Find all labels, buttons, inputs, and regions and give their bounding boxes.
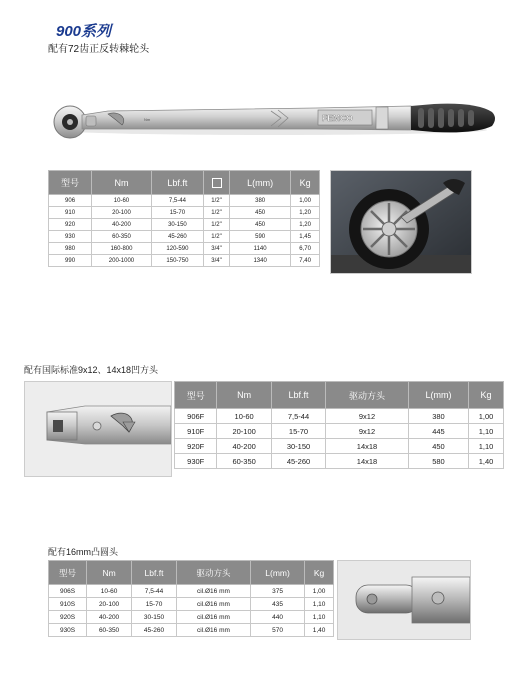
round-head-illustration [338,561,470,639]
spec-table-900 [48,170,320,267]
table-cell: 150-750 [151,255,203,267]
table-cell: 20-100 [92,207,152,219]
table-cell: 30-150 [271,439,325,454]
table-cell: 7,5-44 [271,409,325,424]
column-header: 驱动方头 [326,382,409,409]
table-cell: 445 [408,424,468,439]
table-row [175,424,504,439]
column-header: Nm [87,561,132,585]
table-cell: 910F [175,424,217,439]
table-cell: 910S [49,598,87,611]
table-cell: 10-60 [217,409,271,424]
table-row [49,219,320,231]
table-header-row [49,171,320,195]
table-row [175,454,504,469]
column-header: Kg [291,171,320,195]
table-cell: 570 [251,624,305,637]
table-cell: cil.Ø16 mm [176,585,250,598]
table-cell: 7,40 [291,255,320,267]
table-cell: cil.Ø16 mm [176,598,250,611]
column-header: Lbf.ft [132,561,177,585]
table-row [49,195,320,207]
column-header: L(mm) [251,561,305,585]
table-cell: 906 [49,195,92,207]
table-cell: cil.Ø16 mm [176,611,250,624]
torque-wrench-image [46,96,498,146]
section3-caption: 配有16mm凸圆头 [48,547,119,557]
female-square-head-illustration [25,382,171,476]
column-header: 型号 [49,561,87,585]
column-header: Lbf.ft [151,171,203,195]
table-cell: 1,20 [291,219,320,231]
series-subtitle: 配有72齿正反转棘轮头 [48,44,150,55]
table-cell: 450 [230,207,291,219]
table-cell: 20-100 [217,424,271,439]
table-cell: 10-60 [92,195,152,207]
table-row [175,409,504,424]
table-cell: 920S [49,611,87,624]
table-cell: 1,10 [305,598,334,611]
table-cell: 40-200 [217,439,271,454]
wrench-brand-text: FEMCO [322,113,353,123]
table-cell: 1140 [230,243,291,255]
table-cell: 60-350 [92,231,152,243]
table-cell: 930F [175,454,217,469]
table-row [49,598,334,611]
table-cell: 45-260 [151,231,203,243]
table-cell: 435 [251,598,305,611]
column-header: Nm [92,171,152,195]
table-cell: 920F [175,439,217,454]
table-cell: 1,10 [305,611,334,624]
table-cell: 1,20 [291,207,320,219]
column-header: 型号 [175,382,217,409]
table-cell: 14x18 [326,454,409,469]
table-row [49,611,334,624]
table-row [49,243,320,255]
series-title: 900系列 [56,23,112,40]
column-header: L(mm) [230,171,291,195]
table-cell: 10-60 [87,585,132,598]
table-row [49,624,334,637]
table-cell: 9x12 [326,409,409,424]
column-header: Lbf.ft [271,382,325,409]
table-cell: 1/2" [204,207,230,219]
table-cell: 3/4" [204,243,230,255]
column-header: Kg [305,561,334,585]
table-cell: 1/2" [204,231,230,243]
spec-table-900f [174,381,504,469]
table-cell: 450 [408,439,468,454]
table-cell: 60-350 [87,624,132,637]
table-cell: 1/2" [204,195,230,207]
column-header: Kg [469,382,504,409]
table-row [49,585,334,598]
table-cell: 450 [230,219,291,231]
table-cell: 1,10 [469,439,504,454]
wheel-photo [330,170,472,274]
column-header: 型号 [49,171,92,195]
table-cell: 380 [230,195,291,207]
column-header: 驱动方头 [176,561,250,585]
table-cell: 906S [49,585,87,598]
table-header-row [49,561,334,585]
table-cell: 7,5-44 [151,195,203,207]
table-cell: 14x18 [326,439,409,454]
table-cell: 45-260 [132,624,177,637]
table-cell: 120-590 [151,243,203,255]
table-cell: cil.Ø16 mm [176,624,250,637]
table-cell: 980 [49,243,92,255]
table-cell: 7,5-44 [132,585,177,598]
table-cell: 60-350 [217,454,271,469]
table-row [49,255,320,267]
round-head-photo [337,560,471,640]
table-cell: 1,45 [291,231,320,243]
table-cell: 990 [49,255,92,267]
square-drive-icon [212,178,222,188]
table-cell: 1340 [230,255,291,267]
table-cell: 580 [408,454,468,469]
table-cell: 45-260 [271,454,325,469]
table-cell: 920 [49,219,92,231]
table-cell: 30-150 [132,611,177,624]
table-cell: 30-150 [151,219,203,231]
table-cell: 1,10 [469,424,504,439]
table-row [175,439,504,454]
table-row [49,207,320,219]
table-cell: 440 [251,611,305,624]
table-cell: 1,40 [469,454,504,469]
table-cell: 1,00 [305,585,334,598]
table-cell: 1/2" [204,219,230,231]
wheel-illustration [331,171,471,273]
table-row [49,231,320,243]
table-cell: 906F [175,409,217,424]
table-cell: 9x12 [326,424,409,439]
table-cell: 40-200 [92,219,152,231]
table-cell: 15-70 [271,424,325,439]
table-cell: 15-70 [151,207,203,219]
table-cell: 380 [408,409,468,424]
table-cell: 910 [49,207,92,219]
table-cell: 160-800 [92,243,152,255]
table-cell: 1,00 [291,195,320,207]
table-cell: 15-70 [132,598,177,611]
wrench-scale-text: Nm [144,117,151,122]
table-cell: 200-1000 [92,255,152,267]
table-cell: 930S [49,624,87,637]
column-header: Nm [217,382,271,409]
table-cell: 40-200 [87,611,132,624]
table-cell: 590 [230,231,291,243]
table-cell: 1,40 [305,624,334,637]
table-cell: 375 [251,585,305,598]
square-drive-header [204,171,230,195]
column-header: L(mm) [408,382,468,409]
table-cell: 6,70 [291,243,320,255]
female-square-head-photo [24,381,172,477]
table-cell: 1,00 [469,409,504,424]
table-cell: 930 [49,231,92,243]
spec-table-900s [48,560,334,637]
section2-caption: 配有国际标准9x12、14x18凹方头 [24,365,159,375]
table-cell: 3/4" [204,255,230,267]
table-header-row [175,382,504,409]
table-cell: 20-100 [87,598,132,611]
